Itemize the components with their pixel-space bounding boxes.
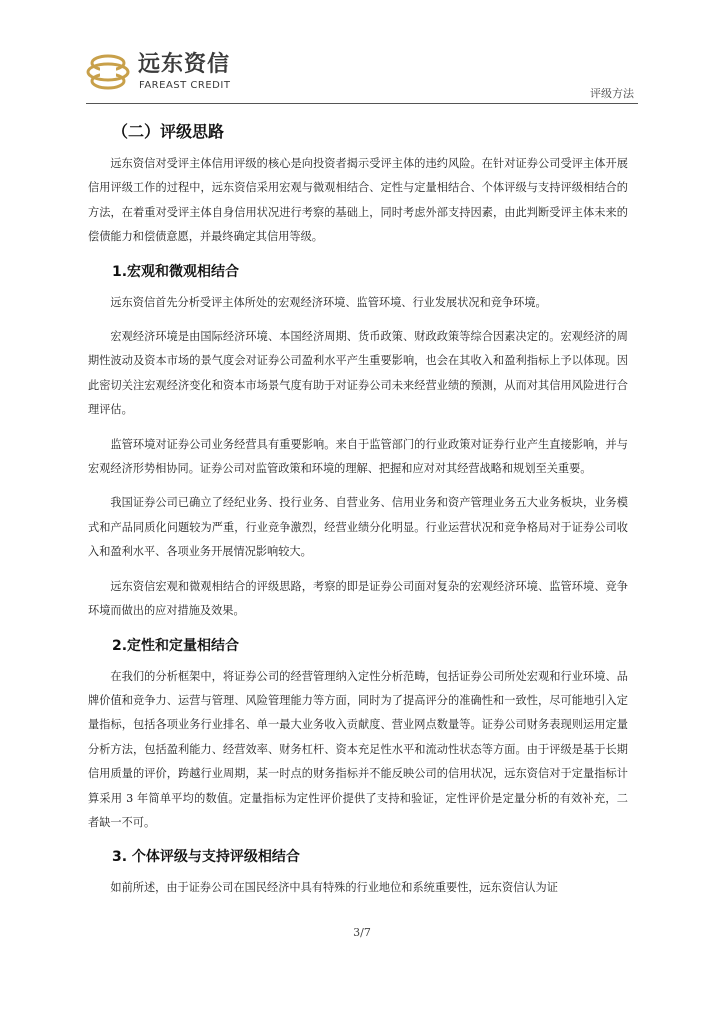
page-number: 3/7 <box>353 926 371 939</box>
paragraph: 远东资信首先分析受评主体所处的宏观经济环境、监管环境、行业发展状况和竞争环境。 <box>110 295 547 309</box>
paragraph: 在我们的分析框架中，将证券公司的经营管理纳入定性分析范畴，包括证券公司所处宏观和行业环境、品牌价值和竞争力、运营与管理、风险管理能力等方面，同时为了提高评分的准确性和一致性，尽可能地引入定量指标，包括各项业务行业排名、单一最大业务收入贡献度、营业网点数量等。证券公司财务表现则运用定量分析方法，包括盈利能力、经营效率、财务杠杆、资本充足性水平和流动性状态等方面。由于评级是基于长期信用质量的评价，跨越行业周期，某一时点的财务指标并不能反映公司的信用状况，远东资信对于定量指标计算采用 3 年简单平均的数值。定量指标为定性评价提供了支持和验证，定性评价是定量分析的有效补充，二者缺一不可。 <box>88 669 628 829</box>
paragraph: 远东资信宏观和微观相结合的评级思路，考察的即是证券公司面对复杂的宏观经济环境、监管环境、竞争环境而做出的应对措施及效果。 <box>88 579 628 618</box>
subsection-3-title: 3. 个体评级与支持评级相结合 <box>112 849 300 866</box>
paragraph: 如前所述，由于证券公司在国民经济中具有特殊的行业地位和系统重要性，远东资信认为证 <box>110 881 558 895</box>
page-header <box>0 0 724 104</box>
intro-paragraph: 远东资信对受评主体信用评级的核心是向投资者揭示受评主体的违约风险。在针对证券公司受评主体开展信用评级工作的过程中，远东资信采用宏观与微观相结合、定性与定量相结合、个体评级与支持评级相结合的方法，在着重对受评主体自身信用状况进行考察的基础上，同时考虑外部支持因素，由此判断受评主体未来的偿债能力和偿债意愿，并最终确定其信用等级。 <box>88 157 628 244</box>
subsection-1-title: 1.宏观和微观相结合 <box>112 263 240 280</box>
section-heading: （二）评级思路 <box>112 122 225 141</box>
brand-name-cn: 远东资信 <box>138 52 231 77</box>
paragraph: 宏观经济环境是由国际经济环境、本国经济周期、货币政策、财政政策等综合因素决定的。宏观经济的周期性波动及资本市场的景气度会对证券公司盈利水平产生重要影响，也会在其收入和盈利指标上予以体现。因此密切关注宏观经济变化和资本市场景气度有助于对证券公司未来经营业绩的预测，从而对其信用风险进行合理评估。 <box>88 330 628 417</box>
header-divider <box>86 103 638 104</box>
paragraph: 监管环境对证券公司业务经营具有重要影响。来自于监管部门的行业政策对证券行业产生直接影响，并与宏观经济形势相协同。证券公司对监管政策和环境的理解、把握和应对对其经营战略和规划至关重要。 <box>88 437 628 476</box>
subsection-2-title: 2.定性和定量相结合 <box>112 637 240 654</box>
fareast-credit-logo-icon <box>86 50 130 94</box>
section-label: 评级方法 <box>590 87 634 100</box>
brand-name-en: FAREAST CREDIT <box>139 80 231 91</box>
page-body <box>88 114 628 901</box>
paragraph: 我国证券公司已确立了经纪业务、投行业务、自营业务、信用业务和资产管理业务五大业务板块，业务模式和产品同质化问题较为严重，行业竞争激烈，经营业绩分化明显。行业运营状况和竞争格局对于证券公司收入和盈利水平、各项业务开展情况影响较大。 <box>88 496 628 559</box>
